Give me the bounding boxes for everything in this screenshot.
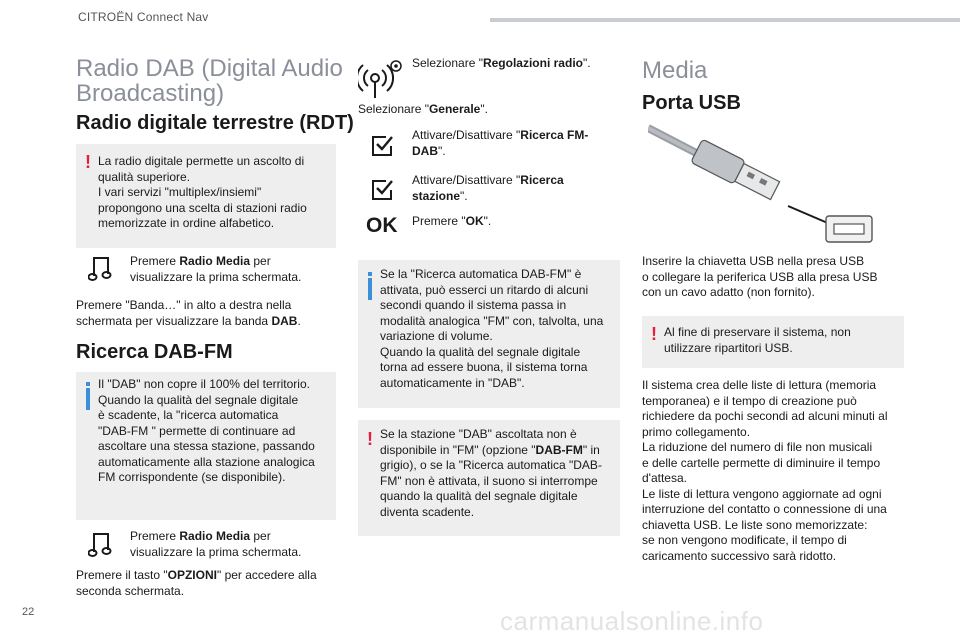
info-text: Il "DAB" non copre il 100% del territorio. Quando la qualità del segnale digitale è scadente, la "ricerca automatica "DAB-FM " permette di continuare ad ascoltare una stessa stazione, passando automaticamente alla stazione analogica FM corrispondente (se disponibile).	[98, 377, 315, 484]
step-text: ".	[480, 102, 488, 116]
warning-text	[380, 427, 616, 520]
music-note-icon	[88, 530, 112, 560]
page-number: 22	[22, 606, 35, 618]
music-note-icon	[88, 254, 112, 284]
step-bold: Ricerca	[520, 173, 564, 187]
step-bold: Ricerca FM-	[520, 128, 589, 142]
title-line: Broadcasting)	[76, 80, 225, 107]
step-text: Selezionare "	[412, 56, 483, 70]
step-text: ".	[460, 188, 468, 203]
step-text: ".	[483, 214, 492, 228]
paragraph-line: seconda schermata.	[76, 583, 185, 598]
warning-text: La radio digitale permette un ascolto di qualità superiore. I vari servizi "multiplex/insiemi" propongono una scelta di stazioni radio memorizzate in ordine alfabetico.	[98, 154, 307, 230]
info-note	[76, 372, 336, 520]
section-title-media: Media	[642, 57, 708, 84]
step-bold: OK	[465, 214, 484, 228]
checkbox-icon	[370, 178, 394, 202]
section-title-radio-dab	[76, 56, 343, 106]
paragraph-line: Premere "Banda…" in alto a destra nella	[76, 298, 292, 312]
step-bold: Generale	[428, 102, 481, 116]
paragraph-bold: OPZIONI	[167, 568, 217, 582]
warning-text-part: " in	[582, 442, 600, 457]
warning-note	[76, 144, 336, 248]
step-text: ".	[582, 56, 591, 70]
warning-text-part: disponibile in "FM" (opzione "	[380, 442, 536, 457]
info-icon	[86, 388, 90, 410]
info-note	[358, 260, 620, 408]
step-text: per	[250, 529, 271, 543]
step-text: Attivare/Disattivare "	[412, 173, 521, 187]
step-ricerca-fm-dab	[412, 128, 612, 159]
step-text: visualizzare la prima schermata.	[130, 269, 302, 284]
step-text: Premere	[130, 529, 180, 543]
step-radio-media-2	[130, 529, 340, 560]
header-bar	[490, 18, 960, 22]
ok-icon: OK	[366, 214, 398, 237]
step-text: visualizzare la prima schermata.	[130, 544, 302, 559]
paragraph-bold: DAB	[271, 313, 298, 328]
warning-bold: DAB-FM	[535, 442, 583, 457]
step-bold: Regolazioni radio	[482, 56, 583, 70]
paragraph-text: Premere il tasto "	[76, 568, 168, 582]
step-bold: DAB	[412, 143, 438, 158]
usb-plug-icon	[648, 124, 878, 248]
paragraph-playlists: Il sistema crea delle liste di lettura (memoria temporanea) e il tempo di creazione può richiedere da pochi secondi ad alcuni minuti al primo collegamento. La riduzione del numero di file non musicali e delle cartelle permette di diminuire il tempo d'attesa. Le liste di lettura vengono aggiornate ad ogni interruzione del contatto o connessione di una chiavetta USB. Le liste sono memorizzate: se non vengono modificate, il tempo di caricamento successivo sarà ridotto.	[642, 378, 888, 563]
paragraph-text: .	[297, 313, 301, 328]
step-radio-media-1	[130, 254, 340, 285]
checkbox-icon	[370, 134, 394, 158]
step-text: Premere "	[412, 214, 466, 228]
warning-icon: !	[85, 152, 91, 172]
paragraph-banda	[76, 298, 346, 329]
step-ricerca-stazione	[412, 173, 612, 204]
radio-settings-icon	[358, 56, 406, 100]
step-bold: Radio Media	[179, 254, 251, 268]
step-text: Premere	[130, 254, 180, 268]
step-bold: Radio Media	[179, 529, 251, 543]
header-title: CITROËN Connect Nav	[78, 10, 209, 24]
warning-line: Se la stazione "DAB" ascoltata non è	[380, 427, 577, 441]
title-line: Radio DAB (Digital Audio	[76, 55, 343, 82]
warning-line: grigio), o se la "Ricerca automatica "DAB- FM" non è attivata, il suono si interrompe quando la qualità del segnale digitale diventa scadente.	[380, 458, 602, 519]
step-generale	[358, 102, 618, 118]
step-text: ".	[438, 143, 446, 158]
warning-note	[642, 316, 904, 368]
subtitle-dab-fm: Ricerca DAB-FM	[76, 341, 233, 363]
step-text: Attivare/Disattivare "	[412, 128, 521, 142]
step-ok	[412, 214, 612, 230]
warning-note	[358, 420, 620, 536]
paragraph-text: " per accedere alla	[216, 568, 317, 582]
subtitle-rdt: Radio digitale terrestre (RDT)	[76, 112, 354, 134]
warning-icon: !	[367, 429, 373, 449]
warning-icon: !	[651, 324, 657, 344]
subtitle-porta-usb: Porta USB	[642, 92, 741, 114]
step-text: per	[250, 254, 271, 268]
step-text: Selezionare "	[358, 102, 429, 116]
warning-text: Al fine di preservare il sistema, non utilizzare ripartitori USB.	[664, 325, 851, 355]
step-bold: stazione	[412, 188, 461, 203]
watermark: carmanualsonline.info	[500, 606, 764, 636]
step-regolazioni-radio	[412, 56, 612, 72]
paragraph-text: schermata per visualizzare la banda	[76, 313, 272, 328]
paragraph-opzioni	[76, 568, 346, 599]
info-text: Se la "Ricerca automatica DAB-FM" è attivata, può esserci un ritardo di alcuni secondi quando il sistema passa in modalità analogica "FM" con, talvolta, una variazione di volume. Quando la qualità del segnale digitale torna ad essere buona, il sistema torna automaticamente in "DAB".	[380, 267, 604, 390]
paragraph-usb-insert: Inserire la chiavetta USB nella presa USB o collegare la periferica USB alla presa USB con un cavo adatto (non fornito).	[642, 254, 878, 299]
info-icon	[368, 278, 372, 300]
